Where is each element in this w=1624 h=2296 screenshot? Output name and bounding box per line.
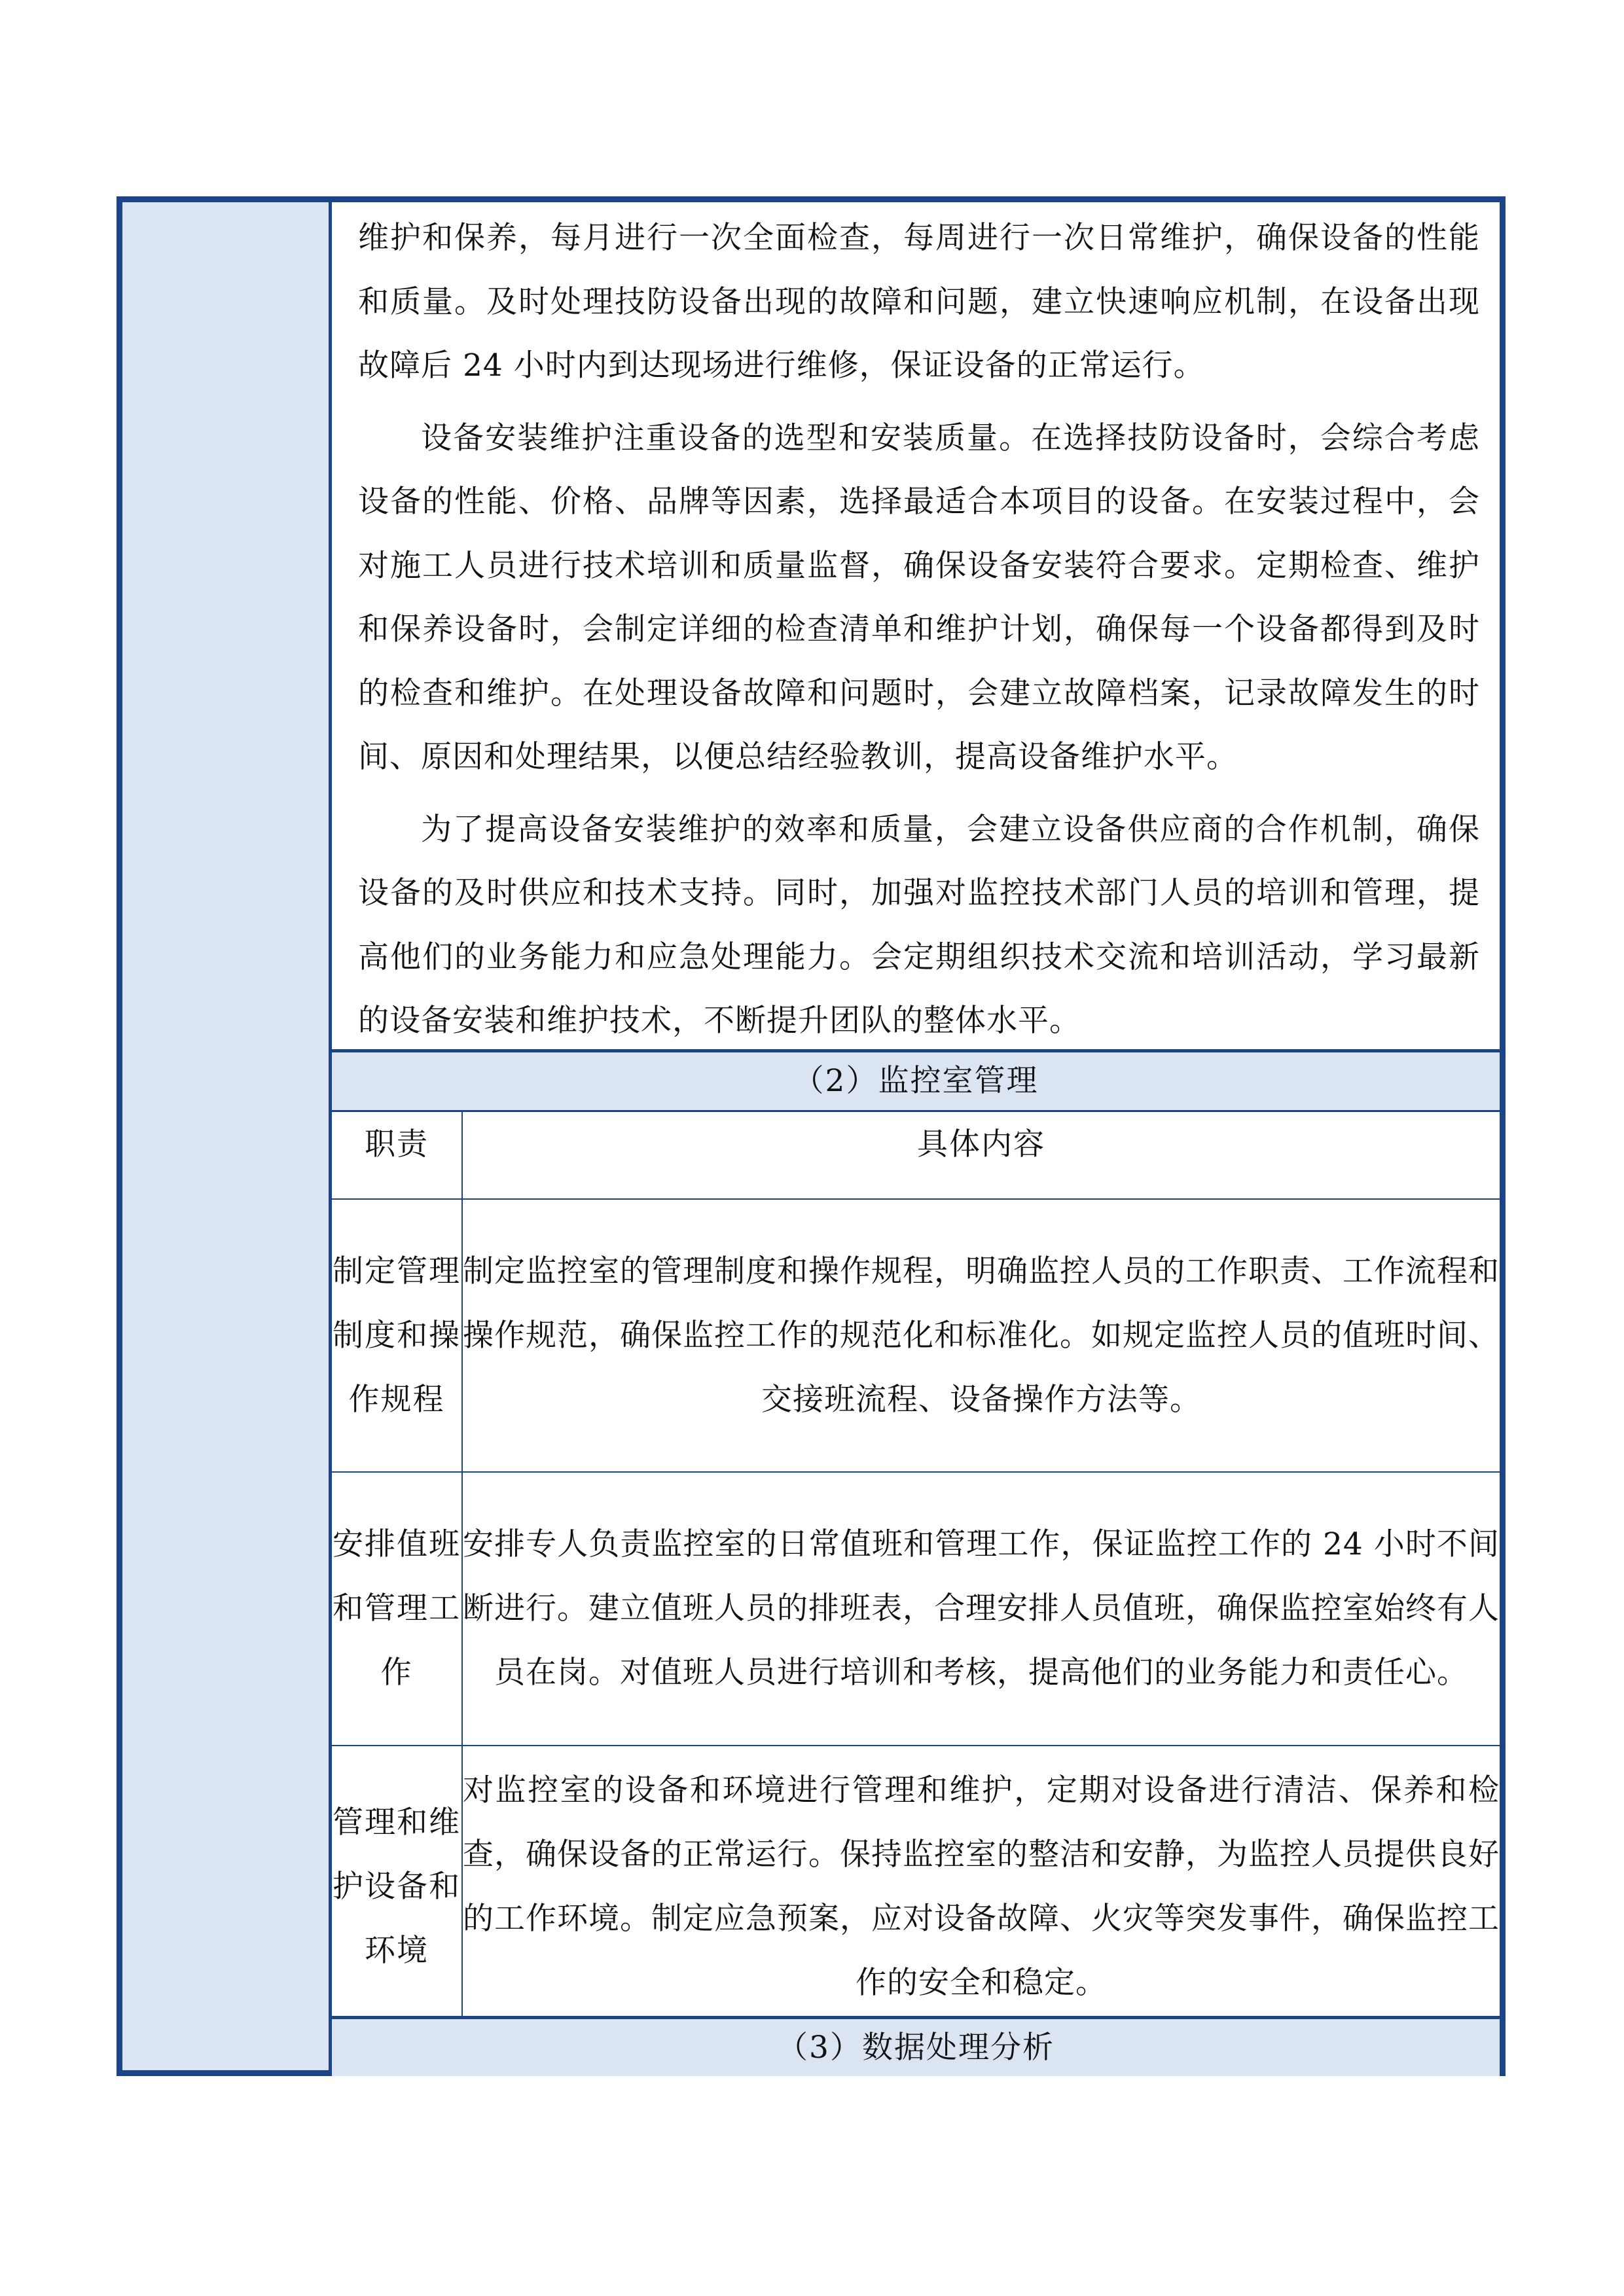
table-header-row bbox=[332, 1112, 1500, 1199]
content-cell: 对监控室的设备和环境进行管理和维护，定期对设备进行清洁、保养和检查，确保设备的正常运行。保持监控室的整洁和安静，为监控人员提供良好的工作环境。制定应急预案，应对设备故障、火灾等突发事件，确保监控工作的安全和稳定。 bbox=[462, 1746, 1500, 2028]
section-3-title: （3）数据处理分析 bbox=[332, 2016, 1500, 2076]
table-row bbox=[332, 1746, 1500, 2028]
equipment-maintenance-text bbox=[332, 202, 1500, 1049]
left-category-column bbox=[122, 202, 332, 2070]
content-cell: 制定监控室的管理制度和操作规程，明确监控人员的工作职责、工作流程和操作规范，确保监控工作的规范化和标准化。如规定监控人员的值班时间、交接班流程、设备操作方法等。 bbox=[462, 1199, 1500, 1472]
document-table bbox=[117, 196, 1506, 2076]
section-2-title: （2）监控室管理 bbox=[332, 1049, 1500, 1112]
duty-cell: 安排值班和管理工作 bbox=[332, 1472, 462, 1746]
paragraph-1: 维护和保养，每月进行一次全面检查，每周进行一次日常维护，确保设备的性能和质量。及时处理技防设备出现的故障和问题，建立快速响应机制，在设备出现故障后 24 小时内到达现场进行维修，保证设备的正常运行。 bbox=[358, 220, 1480, 384]
duty-cell: 制定管理制度和操作规程 bbox=[332, 1199, 462, 1472]
paragraph-3: 为了提高设备安装维护的效率和质量，会建立设备供应商的合作机制，确保设备的及时供应和技术支持。同时，加强对监控技术部门人员的培训和管理，提高他们的业务能力和应急处理能力。会定期组织技术交流和培训活动，学习最新的设备安装和维护技术，不断提升团队的整体水平。 bbox=[358, 811, 1480, 1039]
table-row bbox=[332, 1472, 1500, 1746]
duty-cell: 管理和维护设备和环境 bbox=[332, 1746, 462, 2028]
table-row bbox=[332, 1199, 1500, 1472]
header-duty: 职责 bbox=[332, 1112, 462, 1199]
monitoring-room-table bbox=[332, 1112, 1500, 2029]
content-column bbox=[332, 202, 1500, 2070]
content-cell: 安排专人负责监控室的日常值班和管理工作，保证监控工作的 24 小时不间断进行。建立值班人员的排班表，合理安排人员值班，确保监控室始终有人员在岗。对值班人员进行培训和考核，提高他们的业务能力和责任心。 bbox=[462, 1472, 1500, 1746]
paragraph-2: 设备安装维护注重设备的选型和安装质量。在选择技防设备时，会综合考虑设备的性能、价格、品牌等因素，选择最适合本项目的设备。在安装过程中，会对施工人员进行技术培训和质量监督，确保设备安装符合要求。定期检查、维护和保养设备时，会制定详细的检查清单和维护计划，确保每一个设备都得到及时的检查和维护。在处理设备故障和问题时，会建立故障档案，记录故障发生的时间、原因和处理结果，以便总结经验教训，提高设备维护水平。 bbox=[358, 420, 1480, 775]
header-content: 具体内容 bbox=[462, 1112, 1500, 1199]
